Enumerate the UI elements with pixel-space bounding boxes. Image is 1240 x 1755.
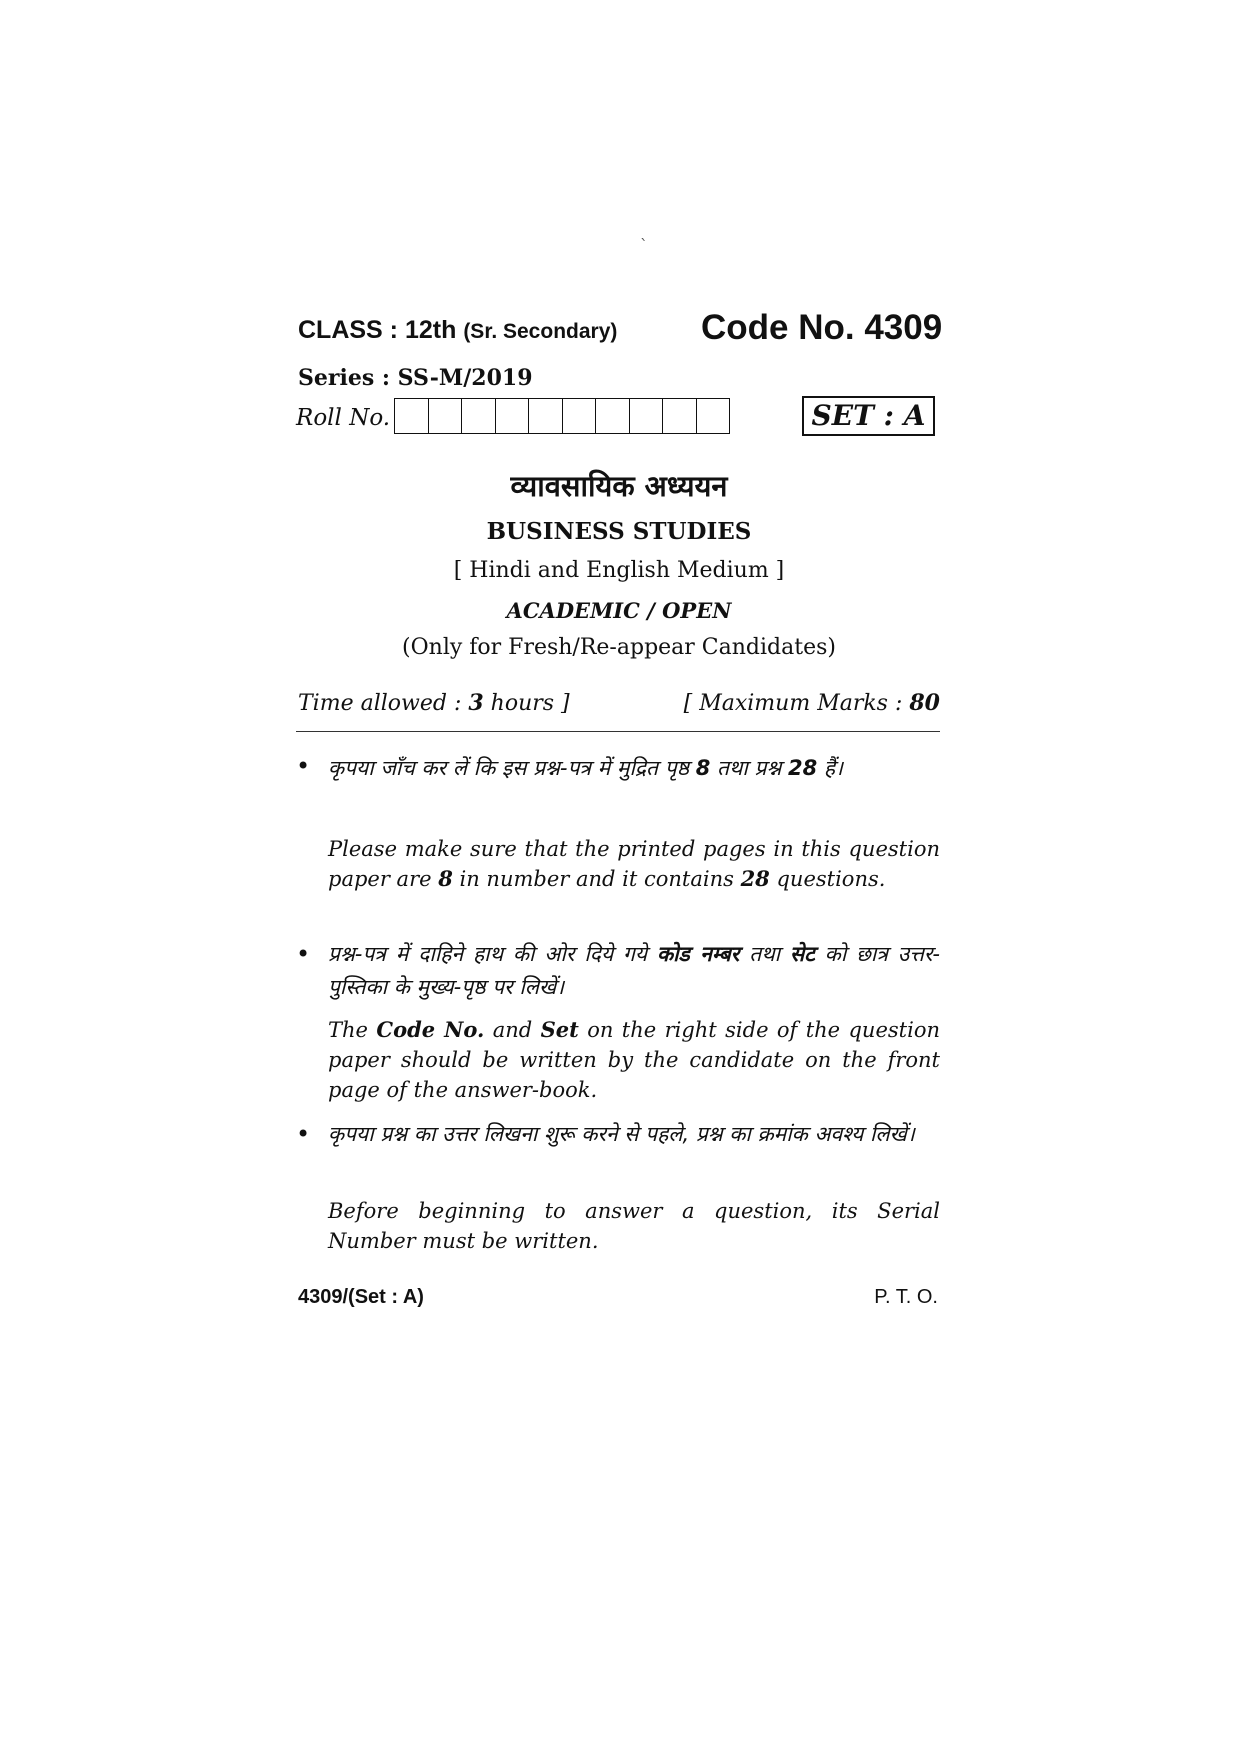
roll-number-box: [697, 399, 730, 433]
roll-number-box: [462, 399, 496, 433]
instruction-1-english: [328, 834, 940, 894]
set-english: Set: [540, 1017, 579, 1042]
divider: [296, 731, 940, 732]
text: Please make sure that the printed pages in this question paper are: [328, 837, 940, 891]
time-prefix: Time allowed :: [298, 691, 469, 716]
text: तथा प्रश्न: [710, 756, 788, 780]
text: and: [484, 1018, 541, 1042]
set-hindi: सेट: [790, 942, 815, 966]
instruction-2-english: [328, 1015, 940, 1105]
marks-value: 80: [909, 690, 940, 716]
bullet-icon: •: [296, 1120, 311, 1148]
academic-open: ACADEMIC / OPEN: [506, 598, 732, 623]
pages-count: 8: [438, 866, 453, 891]
roll-number-box: [630, 399, 664, 433]
marks-prefix: [ Maximum Marks :: [683, 691, 910, 716]
text: तथा: [739, 942, 790, 966]
text: on the right side of the question paper should be written by the candidate on the front page of the answer-book.: [328, 1018, 940, 1102]
code-number-english: Code No.: [376, 1017, 485, 1042]
roll-number-boxes: [394, 398, 730, 434]
instruction-1-hindi: [328, 752, 940, 785]
roll-number-box: [529, 399, 563, 433]
time-suffix: hours ]: [483, 691, 570, 716]
roll-number-box: [395, 399, 429, 433]
text: The: [328, 1018, 377, 1042]
stray-mark: `: [640, 236, 648, 255]
instruction-3-english: Before beginning to answer a question, its Serial Number must be written.: [328, 1199, 940, 1253]
set-box: SET : A: [802, 396, 935, 436]
roll-number-label: Roll No.: [296, 405, 391, 431]
questions-count: 28: [787, 756, 818, 780]
candidates-note: (Only for Fresh/Re-appear Candidates): [402, 635, 836, 660]
text: प्रश्न-पत्र में दाहिने हाथ की ओर दिये गये: [328, 942, 657, 966]
hindi-title: व्यावसायिक अध्ययन: [510, 469, 728, 503]
maximum-marks: [684, 690, 940, 716]
time-value: 3: [468, 690, 484, 716]
roll-number-box: [429, 399, 463, 433]
code-number-hindi: कोड नम्बर: [656, 942, 740, 966]
series-label: Series : SS-M/2019: [298, 365, 533, 391]
pages-count: 8: [695, 756, 711, 780]
english-title: BUSINESS STUDIES: [486, 518, 752, 545]
instruction-3-hindi: कृपया प्रश्न का उत्तर लिखना शुरू करने से पहले, प्रश्न का क्रमांक अवश्य लिखें।: [328, 1122, 915, 1146]
text: in number and it contains: [452, 867, 741, 891]
class-label-sub: (Sr. Secondary): [463, 320, 618, 343]
text: questions.: [769, 867, 886, 891]
roll-number-box: [496, 399, 530, 433]
class-label-main: CLASS : 12th: [298, 316, 457, 344]
text: को छात्र उत्तर-पुस्तिका के मुख्य-पृष्ठ पर लिखें।: [328, 942, 940, 999]
text: कृपया जाँच कर लें कि इस प्रश्न-पत्र में मुद्रित पृष्ठ: [328, 756, 696, 780]
class-label: [298, 316, 617, 345]
footer-pto: P. T. O.: [874, 1286, 938, 1308]
medium-note: [ Hindi and English Medium ]: [453, 558, 785, 583]
questions-count: 28: [740, 866, 770, 891]
roll-number-box: [596, 399, 630, 433]
time-allowed: [298, 690, 570, 716]
bullet-icon: •: [296, 752, 311, 780]
bullet-icon: •: [296, 940, 311, 968]
footer-code: 4309/(Set : A): [298, 1286, 424, 1308]
instruction-2-hindi: [328, 938, 940, 1004]
code-number: Code No. 4309: [701, 308, 943, 347]
roll-number-box: [663, 399, 697, 433]
roll-number-box: [563, 399, 597, 433]
text: हैं।: [817, 756, 843, 780]
